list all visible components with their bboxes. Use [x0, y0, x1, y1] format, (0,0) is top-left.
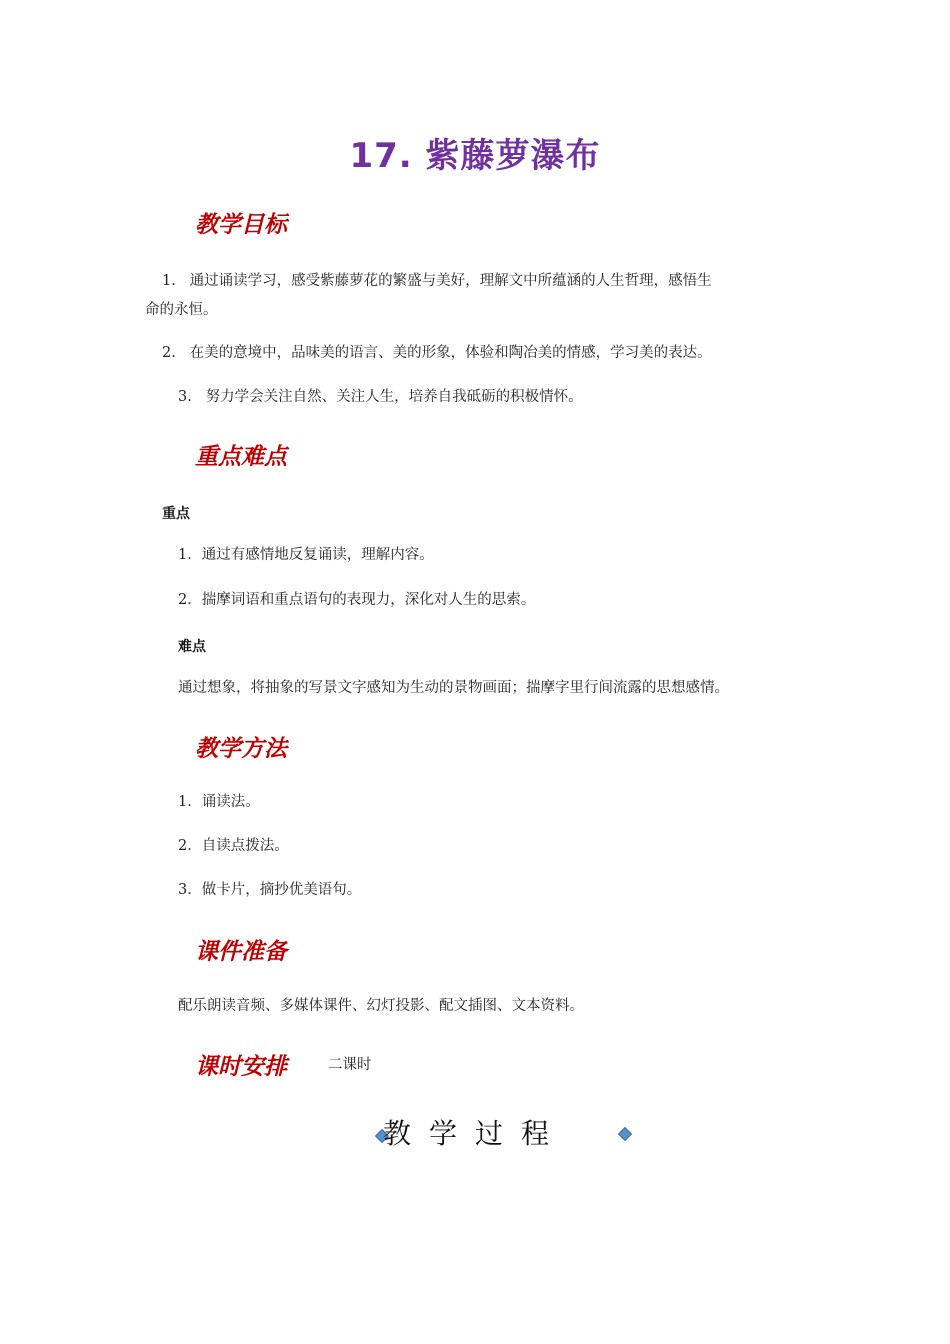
- method-1: 1．诵读法。: [178, 794, 260, 810]
- schedule-text: 二课时: [328, 1057, 372, 1073]
- heading-key-difficult-points: 重点难点: [195, 444, 287, 470]
- heading-teaching-goals: 教学目标: [195, 212, 287, 238]
- goal-item-3: 3. 努力学会关注自然、关注人生，培养自我砥砺的积极情怀。: [178, 389, 583, 405]
- goal-item-1-line-2: 命的永恒。: [145, 302, 218, 318]
- teaching-process-heading: 教学过程: [382, 1117, 567, 1150]
- heading-class-schedule: 课时安排: [195, 1054, 287, 1080]
- key-points-label: 重点: [162, 506, 190, 522]
- key-point-1: 1．通过有感情地反复诵读，理解内容。: [178, 547, 434, 563]
- page-title: 17. 紫藤萝瀑布: [349, 136, 601, 176]
- heading-teaching-methods: 教学方法: [195, 736, 287, 762]
- goal-item-2: 2. 在美的意境中，品味美的语言、美的形象，体验和陶冶美的情感，学习美的表达。: [162, 345, 712, 361]
- method-3: 3．做卡片，摘抄优美语句。: [178, 882, 362, 898]
- materials-text: 配乐朗读音频、多媒体课件、幻灯投影、配文插图、文本资料。: [178, 998, 584, 1014]
- heading-courseware-prep: 课件准备: [195, 939, 287, 965]
- goal-item-1-line-1: 1. 通过诵读学习，感受紫藤萝花的繁盛与美好，理解文中所蕴涵的人生哲理，感悟生: [162, 273, 712, 289]
- difficult-point: 通过想象，将抽象的写景文字感知为生动的景物画面；揣摩字里行间流露的思想感情。: [178, 680, 729, 696]
- method-2: 2．自读点拨法。: [178, 838, 289, 854]
- difficult-points-label: 难点: [178, 639, 206, 655]
- key-point-2: 2．揣摩词语和重点语句的表现力，深化对人生的思索。: [178, 592, 536, 608]
